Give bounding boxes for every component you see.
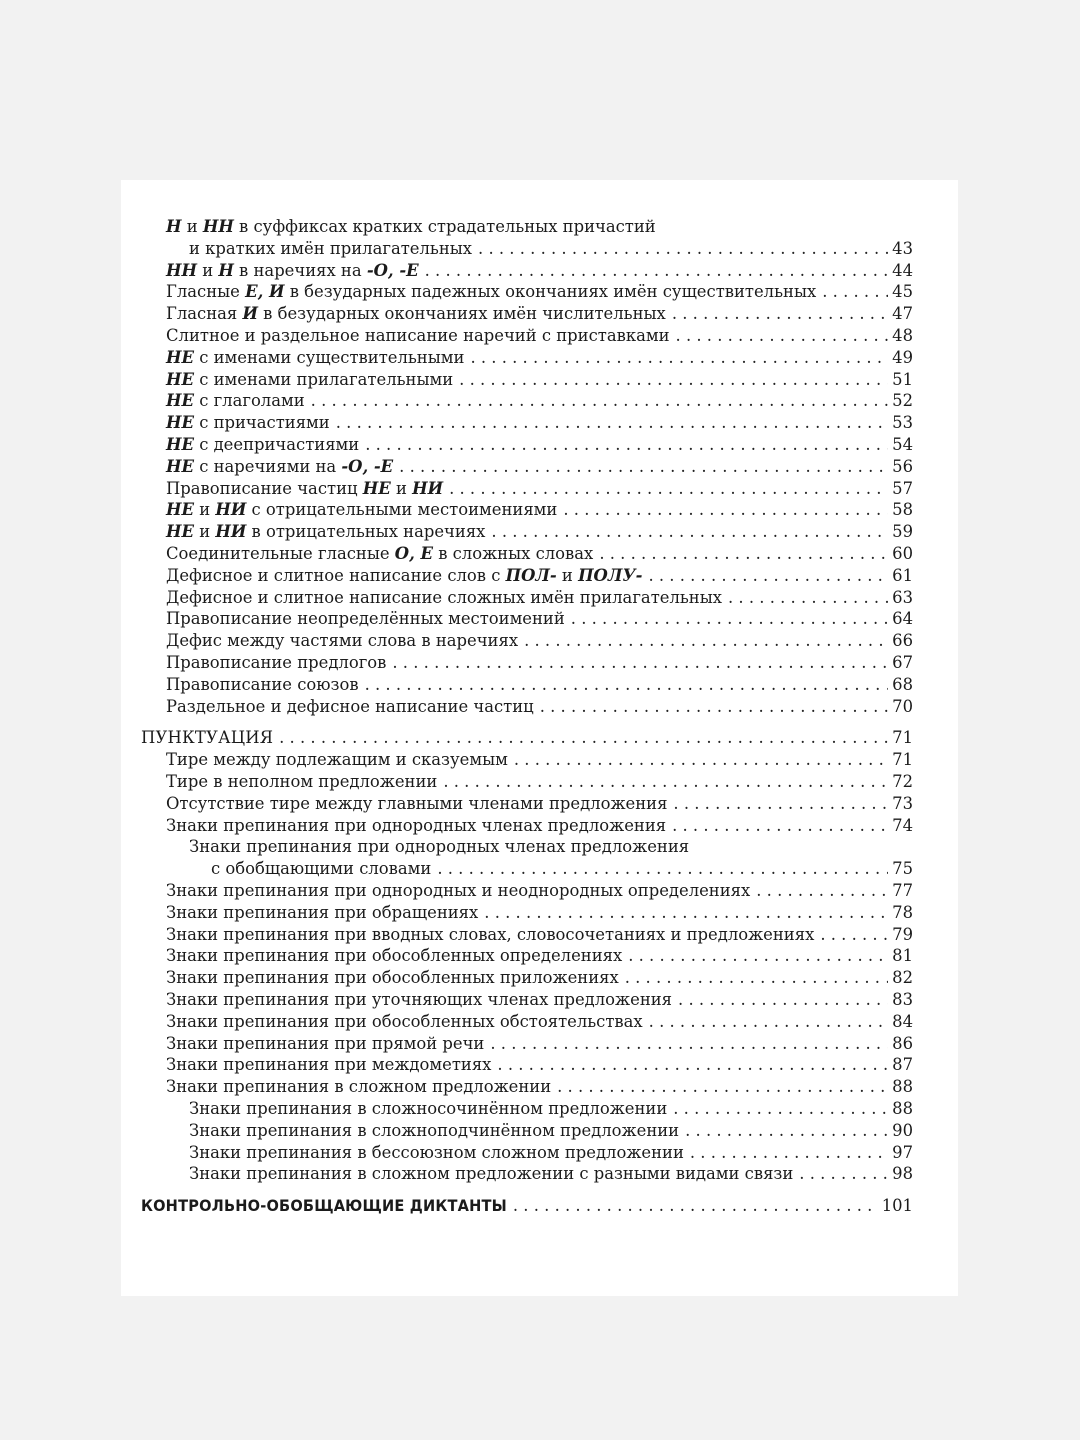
toc-entry	[166, 347, 913, 369]
toc-entry-text: НЕ	[166, 391, 194, 411]
dot-leader	[648, 565, 888, 587]
page-number: 63	[892, 587, 913, 607]
dot-leader	[336, 412, 888, 434]
toc-entry	[166, 456, 913, 478]
dot-leader	[563, 499, 888, 521]
page-number: 70	[892, 696, 913, 716]
dot-leader	[599, 543, 888, 565]
toc-entry-text: Правописание союзов	[166, 674, 359, 694]
page-number: 59	[892, 522, 913, 542]
toc-entry	[166, 880, 913, 902]
toc-entry-text: Знаки препинания при вводных словах, словосочетаниях и предложениях	[166, 924, 815, 944]
dot-leader	[425, 260, 889, 282]
toc-entry	[166, 303, 913, 325]
toc-entry-text: в безударных окончаниях имён числительных	[257, 304, 666, 324]
toc-entry-text: Гласная	[166, 304, 243, 324]
page-number: 87	[892, 1055, 913, 1075]
dot-leader	[673, 1098, 888, 1120]
toc-entry-text: Отсутствие тире между главными членами предложения	[166, 793, 668, 813]
page-number: 45	[892, 282, 913, 302]
dot-leader	[365, 674, 889, 696]
page-number: 56	[892, 456, 913, 476]
toc-entry	[166, 587, 913, 609]
toc-entry-text: НН	[166, 260, 197, 280]
toc-entry-text: Тире в неполном предложении	[166, 772, 438, 791]
toc-entry	[189, 1163, 913, 1185]
toc-entry-text: НЕ	[166, 522, 194, 542]
toc-entry-text: НЕ	[166, 500, 194, 520]
page-number: 44	[892, 260, 913, 280]
toc-entry-text: и	[193, 500, 216, 520]
page-number: 57	[892, 478, 913, 498]
toc-entry	[166, 674, 913, 696]
toc-entry	[166, 630, 913, 652]
page-number: 53	[892, 413, 913, 433]
page-number: 101	[881, 1196, 913, 1216]
page-number: 97	[892, 1142, 913, 1162]
toc-entry	[166, 902, 913, 924]
page-number: 60	[892, 544, 913, 563]
dot-leader	[449, 478, 888, 500]
toc-entry-text: НЕ	[166, 369, 194, 389]
toc-entry	[166, 216, 656, 238]
toc-entry	[166, 771, 913, 793]
page-number: 47	[892, 304, 913, 324]
toc-entry-text: Е, И	[245, 282, 285, 302]
toc-entry	[166, 369, 913, 391]
section-title: КОНТРОЛЬНО-ОБОБЩАЮЩИЕ ДИКТАНТЫ	[141, 1196, 507, 1216]
toc-entry-text: НН	[202, 217, 234, 236]
dot-leader	[497, 1054, 888, 1076]
toc-entry-text: с отрицательными местоимениями	[246, 500, 558, 520]
toc-entry	[166, 390, 913, 412]
toc-entry	[166, 1076, 913, 1098]
toc-entry-text: Тире между подлежащим и сказуемым	[166, 750, 508, 770]
toc-entry-text: НЕ	[166, 413, 194, 433]
toc-entry	[166, 543, 913, 565]
toc-entry-text: -О, -Е	[366, 260, 419, 280]
toc-entry-text: с глаголами	[193, 391, 305, 411]
toc-entry-text: Знаки препинания при однородных членах предложения	[189, 837, 690, 857]
toc-entry-text: НЕ	[166, 347, 194, 367]
toc-entry-text: Гласные	[166, 282, 246, 302]
toc-entry-text: Знаки препинания при обособленных обстоятельствах	[166, 1011, 643, 1031]
toc-entry	[166, 1011, 913, 1033]
dot-leader	[690, 1142, 888, 1164]
toc-entry	[166, 281, 913, 303]
toc-entry-text: Знаки препинания в сложносочинённом предложении	[189, 1099, 668, 1118]
dot-leader	[437, 858, 888, 880]
toc-entry	[166, 815, 913, 837]
dot-leader	[649, 1011, 888, 1033]
dot-leader	[490, 1033, 888, 1055]
toc-entry	[166, 565, 913, 587]
section-heading-dictations	[141, 1195, 913, 1217]
page-number: 54	[892, 435, 913, 454]
dot-leader	[459, 369, 888, 391]
toc-entry	[166, 652, 913, 674]
dot-leader	[524, 630, 888, 652]
toc-entry-continuation	[189, 238, 913, 260]
dot-leader	[673, 793, 888, 815]
toc-entry-text: с деепричастиями	[193, 435, 360, 454]
toc-entry	[166, 696, 913, 718]
dot-leader	[443, 771, 888, 793]
toc-entry	[166, 434, 913, 456]
toc-entry-text: Знаки препинания в бессоюзном сложном предложении	[189, 1142, 684, 1162]
page-number: 84	[892, 1011, 913, 1031]
page-number: 83	[892, 990, 913, 1009]
page-number: 88	[892, 1077, 913, 1097]
toc-entry	[166, 749, 913, 771]
dot-leader	[540, 696, 888, 718]
toc-entry	[166, 1054, 913, 1076]
toc-entry-text: с наречиями на	[193, 456, 342, 476]
toc-entry-text: ПОЛ-	[505, 565, 557, 585]
toc-entry-text: НЕ	[362, 478, 391, 498]
page-number: 98	[892, 1164, 913, 1184]
toc-entry	[166, 967, 913, 989]
toc-entry	[166, 945, 913, 967]
toc-entry-text: в отрицательных наречиях	[246, 522, 486, 542]
toc-entry-text: Слитное и раздельное написание наречий с приставками	[166, 326, 670, 345]
toc-entry-text: и	[193, 522, 216, 542]
toc-entry-text: Знаки препинания при обращениях	[166, 902, 479, 922]
section-title: ПУНКТУАЦИЯ	[141, 728, 274, 748]
toc-entry-text: Раздельное и дефисное написание частиц	[166, 696, 534, 716]
page-number: 43	[892, 238, 913, 258]
page-number: 74	[892, 815, 913, 835]
dot-leader	[799, 1163, 888, 1185]
page-number: 73	[892, 793, 913, 813]
page-number: 64	[892, 609, 913, 629]
page-number: 48	[892, 326, 913, 345]
toc-entry-text: с именами существительными	[193, 347, 465, 367]
toc-entry-text: с именами прилагательными	[193, 369, 454, 389]
dot-leader	[625, 967, 888, 989]
toc-entry-text: Дефис между частями слова в наречиях	[166, 631, 519, 651]
dot-leader	[311, 390, 888, 412]
toc-entry-text: Дефисное и слитное написание сложных имён прилагательных	[166, 587, 723, 607]
toc-entry	[166, 608, 913, 630]
page-number: 79	[892, 924, 913, 944]
toc-entry-text: Знаки препинания при прямой речи	[166, 1033, 485, 1053]
toc-entry-text: в суффиксах кратких страдательных причастий	[233, 217, 656, 236]
toc-entry	[166, 325, 913, 347]
toc-entry-text: с причастиями	[193, 413, 330, 433]
toc-entry	[166, 478, 913, 500]
toc-entry-text: и кратких имён прилагательных	[189, 238, 473, 258]
toc-entry-text: Знаки препинания в сложном предложении	[166, 1077, 552, 1097]
dot-leader	[478, 238, 888, 260]
toc-entry-text: и	[181, 217, 203, 236]
dot-leader	[392, 652, 888, 674]
toc-entry-text: НИ	[215, 500, 247, 520]
page-number: 75	[892, 859, 913, 879]
toc-entry	[166, 1033, 913, 1055]
toc-entry-text: -О, -Е	[341, 456, 394, 476]
page-number: 49	[892, 347, 913, 367]
dot-leader	[822, 281, 888, 303]
toc-entry-text: Н	[218, 260, 234, 280]
dot-leader	[571, 608, 888, 630]
toc-entry	[166, 989, 913, 1011]
toc-entry-text: Знаки препинания в сложноподчинённом предложении	[189, 1120, 680, 1140]
page-number: 51	[892, 369, 913, 389]
toc-entry-text: с обобщающими словами	[211, 859, 432, 879]
toc-entry	[166, 412, 913, 434]
toc-entry-text: Н	[166, 217, 182, 236]
dot-leader	[676, 325, 889, 347]
page-number: 66	[892, 631, 913, 651]
page-number: 71	[892, 728, 913, 748]
toc-entry-text: Знаки препинания при обособленных определениях	[166, 946, 623, 966]
dot-leader	[513, 1195, 878, 1217]
dot-leader	[365, 434, 888, 456]
toc-entry-text: и	[196, 260, 219, 280]
page-number: 58	[892, 500, 913, 520]
toc-entry	[166, 793, 913, 815]
toc-entry-text: И	[242, 304, 258, 324]
dot-leader	[484, 902, 888, 924]
toc-entry-text: в наречиях на	[233, 260, 367, 280]
page-number: 68	[892, 674, 913, 694]
toc-entry	[166, 924, 913, 946]
toc-entry	[189, 1142, 913, 1164]
dot-leader	[470, 347, 888, 369]
dot-leader	[514, 749, 888, 771]
page-number: 81	[892, 946, 913, 966]
toc-entry-text: Знаки препинания при однородных членах предложения	[166, 815, 667, 835]
page-number: 90	[892, 1120, 913, 1140]
dot-leader	[628, 945, 888, 967]
page-number: 52	[892, 391, 913, 411]
page-number: 61	[892, 565, 913, 585]
toc-entry-text: в сложных словах	[432, 544, 594, 563]
toc-entry	[189, 1098, 913, 1120]
toc-entry-text: НИ	[215, 522, 247, 542]
toc-entry-text: ПОЛУ-	[578, 565, 643, 585]
toc-entry-text: Знаки препинания при обособленных приложениях	[166, 968, 619, 988]
page-number: 71	[892, 750, 913, 770]
toc-entry-text: О, Е	[394, 544, 433, 563]
toc-entry-text: Правописание предлогов	[166, 653, 387, 672]
toc-entry	[166, 499, 913, 521]
toc-entry-text: Знаки препинания при уточняющих членах предложения	[166, 990, 673, 1009]
dot-leader	[820, 924, 888, 946]
page-number: 77	[892, 881, 913, 900]
toc-entry-text: Знаки препинания при междометиях	[166, 1055, 492, 1075]
dot-leader	[728, 587, 888, 609]
toc-entry-text: и	[556, 565, 579, 585]
toc-entry	[166, 521, 913, 543]
toc-entry-text: НЕ	[166, 435, 194, 454]
book-page	[121, 180, 958, 1296]
toc-entry	[189, 1120, 913, 1142]
dot-leader	[491, 521, 888, 543]
toc-entry-text: НЕ	[166, 456, 194, 476]
toc-entry	[211, 858, 913, 880]
toc-entry-text: Правописание частиц	[166, 478, 363, 498]
toc-entry-text: НИ	[412, 478, 444, 498]
toc-entry-text: Правописание неопределённых местоимений	[166, 609, 565, 629]
section-heading-punctuation	[141, 727, 913, 749]
toc-entry-text: в безударных падежных окончаниях имён существительных	[284, 282, 817, 302]
toc-entry-text: Знаки препинания в сложном предложении с разными видами связи	[189, 1164, 794, 1184]
page-number: 82	[892, 968, 913, 988]
toc-entry-text: и	[390, 478, 413, 498]
page-number: 88	[892, 1099, 913, 1118]
dot-leader	[678, 989, 888, 1011]
page-number: 67	[892, 653, 913, 672]
toc-entry-text: Соединительные гласные	[166, 544, 395, 563]
page-number: 78	[892, 902, 913, 922]
dot-leader	[685, 1120, 888, 1142]
dot-leader	[279, 727, 888, 749]
page-number: 86	[892, 1033, 913, 1053]
dot-leader	[672, 815, 888, 837]
toc-entry-text: Дефисное и слитное написание слов с	[166, 565, 506, 585]
toc-entry-text: Знаки препинания при однородных и неоднородных определениях	[166, 881, 751, 900]
dot-leader	[399, 456, 888, 478]
page-number: 72	[892, 772, 913, 791]
dot-leader	[672, 303, 888, 325]
dot-leader	[557, 1076, 888, 1098]
dot-leader	[756, 880, 888, 902]
toc-entry	[166, 260, 913, 282]
